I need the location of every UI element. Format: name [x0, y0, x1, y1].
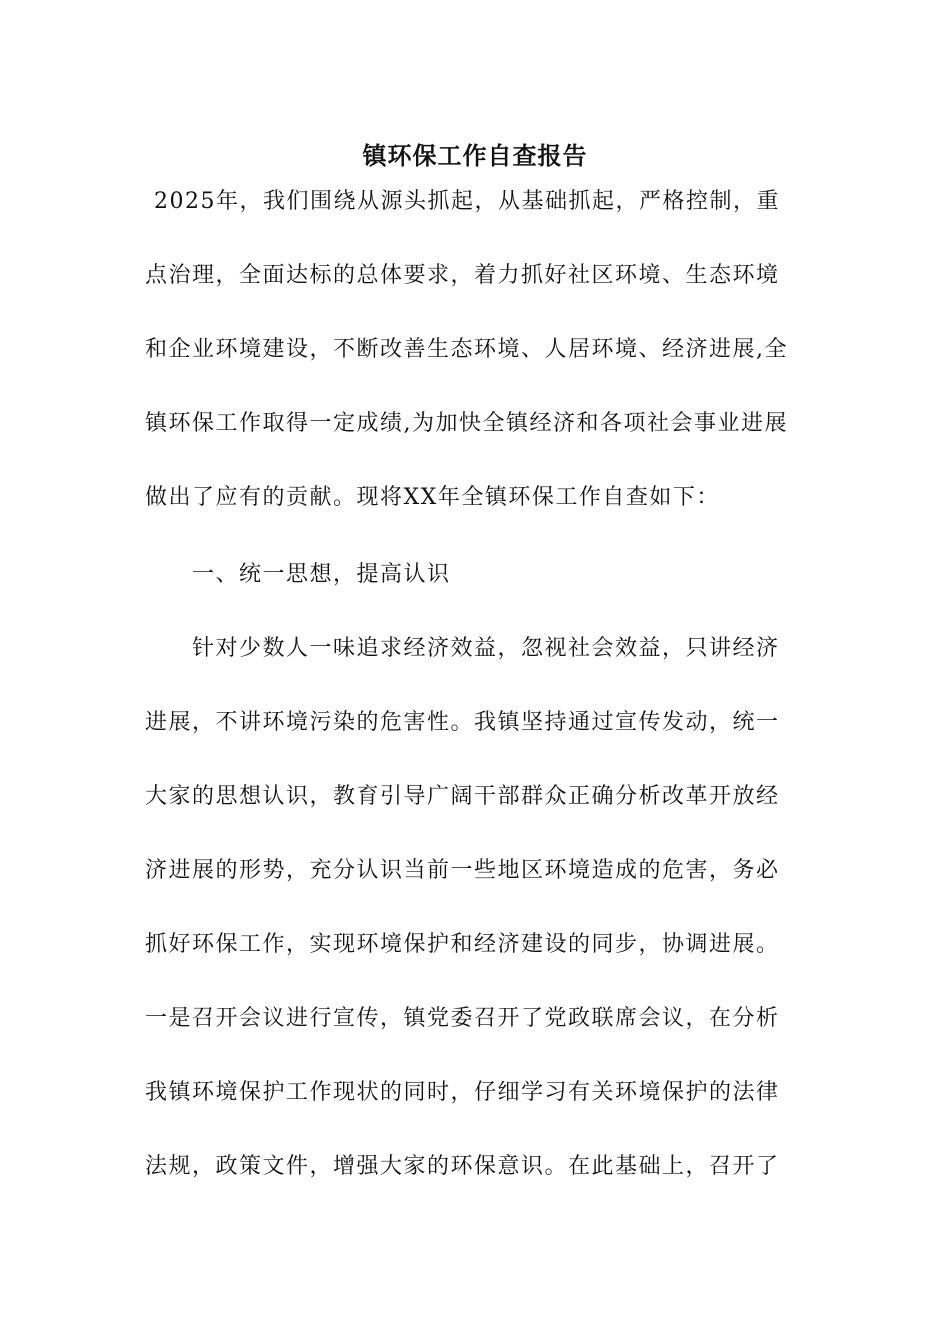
paragraph-line: 大家的思想认识，教育引导广阔干部群众正确分析改革开放经	[145, 784, 780, 809]
paragraph-line: 和企业环境建设，不断改善生态环境、人居环境、经济进展,全	[145, 337, 788, 362]
paragraph-line: 济进展的形势，充分认识当前一些地区环境造成的危害，务必	[145, 858, 780, 883]
paragraph-line: 做出了应有的贡献。现将XX年全镇环保工作自查如下：	[145, 485, 720, 510]
paragraph-line: 我镇环境保护工作现状的同时，仔细学习有关环境保护的法律	[145, 1080, 780, 1105]
paragraph-line: 抓好环保工作，实现环境保护和经济建设的同步，协调进展。	[145, 932, 780, 957]
paragraph-line: 一是召开会议进行宣传，镇党委召开了党政联席会议，在分析	[145, 1006, 780, 1031]
paragraph-line: 镇环保工作取得一定成绩,为加快全镇经济和各项社会事业进展	[145, 411, 788, 436]
paragraph-line: 进展，不讲环境污染的危害性。我镇坚持通过宣传发动，统一	[145, 710, 780, 735]
paragraph-line: 针对少数人一味追求经济效益，忽视社会效益，只讲经济	[192, 636, 780, 661]
paragraph-line: 点治理，全面达标的总体要求，着力抓好社区环境、生态环境	[145, 263, 780, 288]
document-title: 镇环保工作自查报告	[362, 142, 588, 170]
paragraph-line: 2025年，我们围绕从源头抓起，从基础抓起，严格控制，重	[154, 189, 780, 214]
paragraph-line: 法规，政策文件，增强大家的环保意识。在此基础上，召开了	[145, 1154, 780, 1179]
section-heading: 一、统一思想，提高认识	[192, 562, 451, 587]
